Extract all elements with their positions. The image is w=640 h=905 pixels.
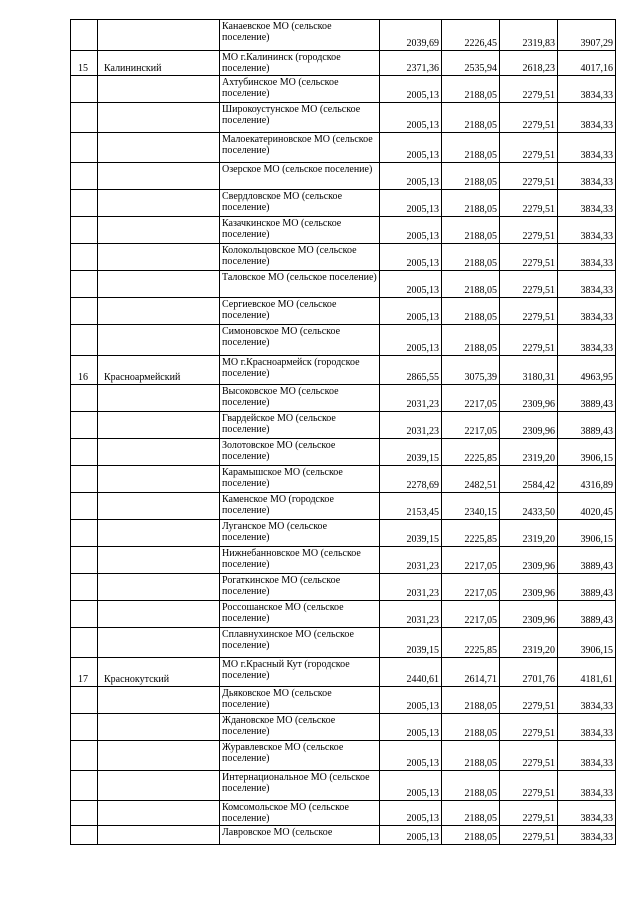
row-number (71, 325, 98, 356)
district-name (98, 714, 220, 741)
district-name: Калининский (98, 51, 220, 76)
value-cell-4: 3889,43 (558, 601, 616, 628)
municipality-name: Казачкинское МО (сельское поселение) (220, 217, 380, 244)
value-cell-4: 3834,33 (558, 826, 616, 845)
municipality-name: Лавровское МО (сельское (220, 826, 380, 845)
value-cell-1: 2031,23 (380, 412, 442, 439)
value-cell-2: 2217,05 (442, 412, 500, 439)
value-cell-3: 2319,20 (500, 439, 558, 466)
table-row (71, 547, 616, 574)
row-number (71, 687, 98, 714)
row-number (71, 466, 98, 493)
table-row (71, 244, 616, 271)
table-row (71, 658, 616, 687)
municipality-name: Озерское МО (сельское поселение) (220, 163, 380, 190)
value-cell-4: 3834,33 (558, 244, 616, 271)
value-cell-4: 4181,61 (558, 658, 616, 687)
district-name (98, 493, 220, 520)
value-cell-2: 2535,94 (442, 51, 500, 76)
value-cell-1: 2005,13 (380, 714, 442, 741)
table-row (71, 163, 616, 190)
row-number (71, 801, 98, 826)
value-cell-4: 3834,33 (558, 325, 616, 356)
table-row (71, 103, 616, 133)
value-cell-2: 2188,05 (442, 325, 500, 356)
value-cell-4: 3906,15 (558, 439, 616, 466)
value-cell-3: 2279,51 (500, 271, 558, 298)
value-cell-3: 2279,51 (500, 133, 558, 163)
value-cell-3: 2279,51 (500, 325, 558, 356)
value-cell-2: 2188,05 (442, 217, 500, 244)
table-row (71, 574, 616, 601)
row-number (71, 20, 98, 51)
district-name (98, 76, 220, 103)
table-row (71, 325, 616, 356)
value-cell-1: 2031,23 (380, 601, 442, 628)
value-cell-3: 2279,51 (500, 103, 558, 133)
value-cell-3: 2279,51 (500, 771, 558, 801)
row-number (71, 244, 98, 271)
district-name (98, 466, 220, 493)
value-cell-3: 2309,96 (500, 574, 558, 601)
value-cell-2: 2225,85 (442, 439, 500, 466)
table-row (71, 356, 616, 385)
table-row (71, 601, 616, 628)
value-cell-1: 2005,13 (380, 133, 442, 163)
row-number (71, 628, 98, 658)
value-cell-4: 3889,43 (558, 547, 616, 574)
value-cell-4: 3834,33 (558, 687, 616, 714)
row-number (71, 271, 98, 298)
value-cell-3: 3180,31 (500, 356, 558, 385)
district-name (98, 20, 220, 51)
table-row (71, 271, 616, 298)
value-cell-4: 3834,33 (558, 801, 616, 826)
value-cell-2: 2188,05 (442, 103, 500, 133)
value-cell-3: 2279,51 (500, 163, 558, 190)
value-cell-4: 4017,16 (558, 51, 616, 76)
row-number (71, 601, 98, 628)
municipality-name: Россошанское МО (сельское поселение) (220, 601, 380, 628)
row-number (71, 298, 98, 325)
municipality-name: Карамышское МО (сельское поселение) (220, 466, 380, 493)
value-cell-2: 2217,05 (442, 547, 500, 574)
municipality-name: Журавлевское МО (сельское поселение) (220, 741, 380, 771)
municipality-name: Каменское МО (городское поселение) (220, 493, 380, 520)
district-name (98, 325, 220, 356)
value-cell-3: 2279,51 (500, 801, 558, 826)
row-number: 15 (71, 51, 98, 76)
value-cell-2: 2188,05 (442, 771, 500, 801)
value-cell-4: 3834,33 (558, 103, 616, 133)
table-row (71, 520, 616, 547)
value-cell-4: 3889,43 (558, 385, 616, 412)
value-cell-1: 2005,13 (380, 271, 442, 298)
value-cell-1: 2153,45 (380, 493, 442, 520)
row-number (71, 826, 98, 845)
value-cell-1: 2039,15 (380, 520, 442, 547)
value-cell-3: 2279,51 (500, 298, 558, 325)
row-number: 16 (71, 356, 98, 385)
table-body (71, 20, 616, 845)
row-number: 17 (71, 658, 98, 687)
table-row (71, 714, 616, 741)
value-cell-3: 2279,51 (500, 826, 558, 845)
municipality-name: Гвардейское МО (сельское поселение) (220, 412, 380, 439)
value-cell-1: 2039,15 (380, 628, 442, 658)
value-cell-1: 2031,23 (380, 547, 442, 574)
row-number (71, 190, 98, 217)
table-row (71, 771, 616, 801)
value-cell-1: 2865,55 (380, 356, 442, 385)
row-number (71, 439, 98, 466)
table-row (71, 217, 616, 244)
value-cell-3: 2279,51 (500, 714, 558, 741)
table-row (71, 493, 616, 520)
value-cell-2: 2217,05 (442, 385, 500, 412)
value-cell-2: 2188,05 (442, 163, 500, 190)
row-number (71, 771, 98, 801)
row-number (71, 133, 98, 163)
tariff-table (70, 19, 616, 845)
value-cell-3: 2319,20 (500, 628, 558, 658)
district-name (98, 103, 220, 133)
value-cell-1: 2371,36 (380, 51, 442, 76)
district-name (98, 133, 220, 163)
value-cell-3: 2319,83 (500, 20, 558, 51)
value-cell-1: 2005,13 (380, 76, 442, 103)
value-cell-3: 2433,50 (500, 493, 558, 520)
value-cell-1: 2005,13 (380, 801, 442, 826)
value-cell-4: 4020,45 (558, 493, 616, 520)
municipality-name: Золотовское МО (сельское поселение) (220, 439, 380, 466)
value-cell-3: 2309,96 (500, 385, 558, 412)
value-cell-4: 3834,33 (558, 771, 616, 801)
row-number (71, 385, 98, 412)
district-name (98, 741, 220, 771)
value-cell-4: 3834,33 (558, 298, 616, 325)
value-cell-2: 2340,15 (442, 493, 500, 520)
table-row (71, 385, 616, 412)
value-cell-1: 2005,13 (380, 687, 442, 714)
value-cell-2: 2225,85 (442, 628, 500, 658)
municipality-name: Дьяковское МО (сельское поселение) (220, 687, 380, 714)
value-cell-4: 3834,33 (558, 76, 616, 103)
row-number (71, 574, 98, 601)
value-cell-2: 3075,39 (442, 356, 500, 385)
municipality-name: Ждановское МО (сельское поселение) (220, 714, 380, 741)
value-cell-4: 3834,33 (558, 163, 616, 190)
value-cell-2: 2614,71 (442, 658, 500, 687)
value-cell-1: 2440,61 (380, 658, 442, 687)
value-cell-3: 2309,96 (500, 601, 558, 628)
municipality-name: Канаевское МО (сельское поселение) (220, 20, 380, 51)
municipality-name: Комсомольское МО (сельское поселение) (220, 801, 380, 826)
district-name (98, 520, 220, 547)
value-cell-4: 3834,33 (558, 741, 616, 771)
value-cell-1: 2031,23 (380, 385, 442, 412)
district-name (98, 271, 220, 298)
value-cell-1: 2278,69 (380, 466, 442, 493)
municipality-name: Симоновское МО (сельское поселение) (220, 325, 380, 356)
value-cell-2: 2188,05 (442, 801, 500, 826)
value-cell-2: 2225,85 (442, 520, 500, 547)
value-cell-4: 3906,15 (558, 520, 616, 547)
district-name (98, 547, 220, 574)
value-cell-3: 2309,96 (500, 547, 558, 574)
district-name (98, 826, 220, 845)
row-number (71, 714, 98, 741)
value-cell-2: 2226,45 (442, 20, 500, 51)
district-name (98, 801, 220, 826)
district-name (98, 190, 220, 217)
municipality-name: Таловское МО (сельское поселение) (220, 271, 380, 298)
district-name (98, 412, 220, 439)
district-name: Красноармейский (98, 356, 220, 385)
value-cell-1: 2005,13 (380, 826, 442, 845)
value-cell-2: 2188,05 (442, 298, 500, 325)
table-row (71, 51, 616, 76)
municipality-name: МО г.Красный Кут (городское поселение) (220, 658, 380, 687)
municipality-name: Луганское МО (сельское поселение) (220, 520, 380, 547)
value-cell-4: 3834,33 (558, 271, 616, 298)
value-cell-3: 2279,51 (500, 244, 558, 271)
district-name (98, 439, 220, 466)
value-cell-2: 2188,05 (442, 133, 500, 163)
table-row (71, 801, 616, 826)
table-row (71, 76, 616, 103)
value-cell-1: 2031,23 (380, 574, 442, 601)
value-cell-1: 2005,13 (380, 163, 442, 190)
table-row (71, 190, 616, 217)
municipality-name: Сплавнухинское МО (сельское поселение) (220, 628, 380, 658)
value-cell-3: 2584,42 (500, 466, 558, 493)
value-cell-2: 2188,05 (442, 714, 500, 741)
value-cell-2: 2188,05 (442, 741, 500, 771)
table-row (71, 687, 616, 714)
table-row (71, 439, 616, 466)
value-cell-3: 2279,51 (500, 76, 558, 103)
value-cell-4: 4963,95 (558, 356, 616, 385)
value-cell-1: 2005,13 (380, 244, 442, 271)
municipality-name: Свердловское МО (сельское поселение) (220, 190, 380, 217)
row-number (71, 163, 98, 190)
municipality-name: Колокольцовское МО (сельское поселение) (220, 244, 380, 271)
value-cell-3: 2279,51 (500, 217, 558, 244)
row-number (71, 741, 98, 771)
value-cell-4: 3834,33 (558, 714, 616, 741)
municipality-name: Интернациональное МО (сельское поселение) (220, 771, 380, 801)
value-cell-1: 2039,15 (380, 439, 442, 466)
value-cell-3: 2279,51 (500, 687, 558, 714)
value-cell-1: 2039,69 (380, 20, 442, 51)
value-cell-4: 3889,43 (558, 412, 616, 439)
value-cell-3: 2701,76 (500, 658, 558, 687)
value-cell-4: 3834,33 (558, 217, 616, 244)
table-row (71, 298, 616, 325)
value-cell-1: 2005,13 (380, 771, 442, 801)
row-number (71, 547, 98, 574)
value-cell-1: 2005,13 (380, 741, 442, 771)
value-cell-1: 2005,13 (380, 217, 442, 244)
district-name (98, 298, 220, 325)
value-cell-2: 2188,05 (442, 687, 500, 714)
value-cell-1: 2005,13 (380, 298, 442, 325)
value-cell-2: 2188,05 (442, 244, 500, 271)
district-name: Краснокутский (98, 658, 220, 687)
row-number (71, 103, 98, 133)
value-cell-4: 3834,33 (558, 133, 616, 163)
value-cell-3: 2279,51 (500, 190, 558, 217)
value-cell-2: 2217,05 (442, 601, 500, 628)
district-name (98, 687, 220, 714)
value-cell-1: 2005,13 (380, 325, 442, 356)
district-name (98, 771, 220, 801)
value-cell-2: 2188,05 (442, 826, 500, 845)
value-cell-2: 2188,05 (442, 190, 500, 217)
municipality-name: Малоекатериновское МО (сельское поселение) (220, 133, 380, 163)
value-cell-2: 2188,05 (442, 271, 500, 298)
municipality-name: Высоковское МО (сельское поселение) (220, 385, 380, 412)
district-name (98, 574, 220, 601)
value-cell-2: 2217,05 (442, 574, 500, 601)
row-number (71, 76, 98, 103)
value-cell-2: 2482,51 (442, 466, 500, 493)
row-number (71, 412, 98, 439)
district-name (98, 601, 220, 628)
value-cell-3: 2309,96 (500, 412, 558, 439)
value-cell-4: 3907,29 (558, 20, 616, 51)
value-cell-3: 2618,23 (500, 51, 558, 76)
table-row (71, 628, 616, 658)
value-cell-4: 4316,89 (558, 466, 616, 493)
municipality-name: МО г.Калининск (городское поселение) (220, 51, 380, 76)
district-name (98, 628, 220, 658)
table-row (71, 133, 616, 163)
table-row (71, 466, 616, 493)
table-row (71, 20, 616, 51)
value-cell-4: 3889,43 (558, 574, 616, 601)
municipality-name: Нижнебанновское МО (сельское поселение) (220, 547, 380, 574)
municipality-name: Сергиевское МО (сельское поселение) (220, 298, 380, 325)
row-number (71, 520, 98, 547)
value-cell-3: 2279,51 (500, 741, 558, 771)
table-row (71, 412, 616, 439)
value-cell-4: 3906,15 (558, 628, 616, 658)
row-number (71, 217, 98, 244)
municipality-name: Рогаткинское МО (сельское поселение) (220, 574, 380, 601)
value-cell-4: 3834,33 (558, 190, 616, 217)
district-name (98, 385, 220, 412)
value-cell-1: 2005,13 (380, 190, 442, 217)
district-name (98, 217, 220, 244)
value-cell-3: 2319,20 (500, 520, 558, 547)
value-cell-1: 2005,13 (380, 103, 442, 133)
table-row (71, 741, 616, 771)
municipality-name: Ахтубинское МО (сельское поселение) (220, 76, 380, 103)
district-name (98, 244, 220, 271)
row-number (71, 493, 98, 520)
district-name (98, 163, 220, 190)
table-row (71, 826, 616, 845)
value-cell-2: 2188,05 (442, 76, 500, 103)
municipality-name: Широкоустунское МО (сельское поселение) (220, 103, 380, 133)
municipality-name: МО г.Красноармейск (городское поселение) (220, 356, 380, 385)
